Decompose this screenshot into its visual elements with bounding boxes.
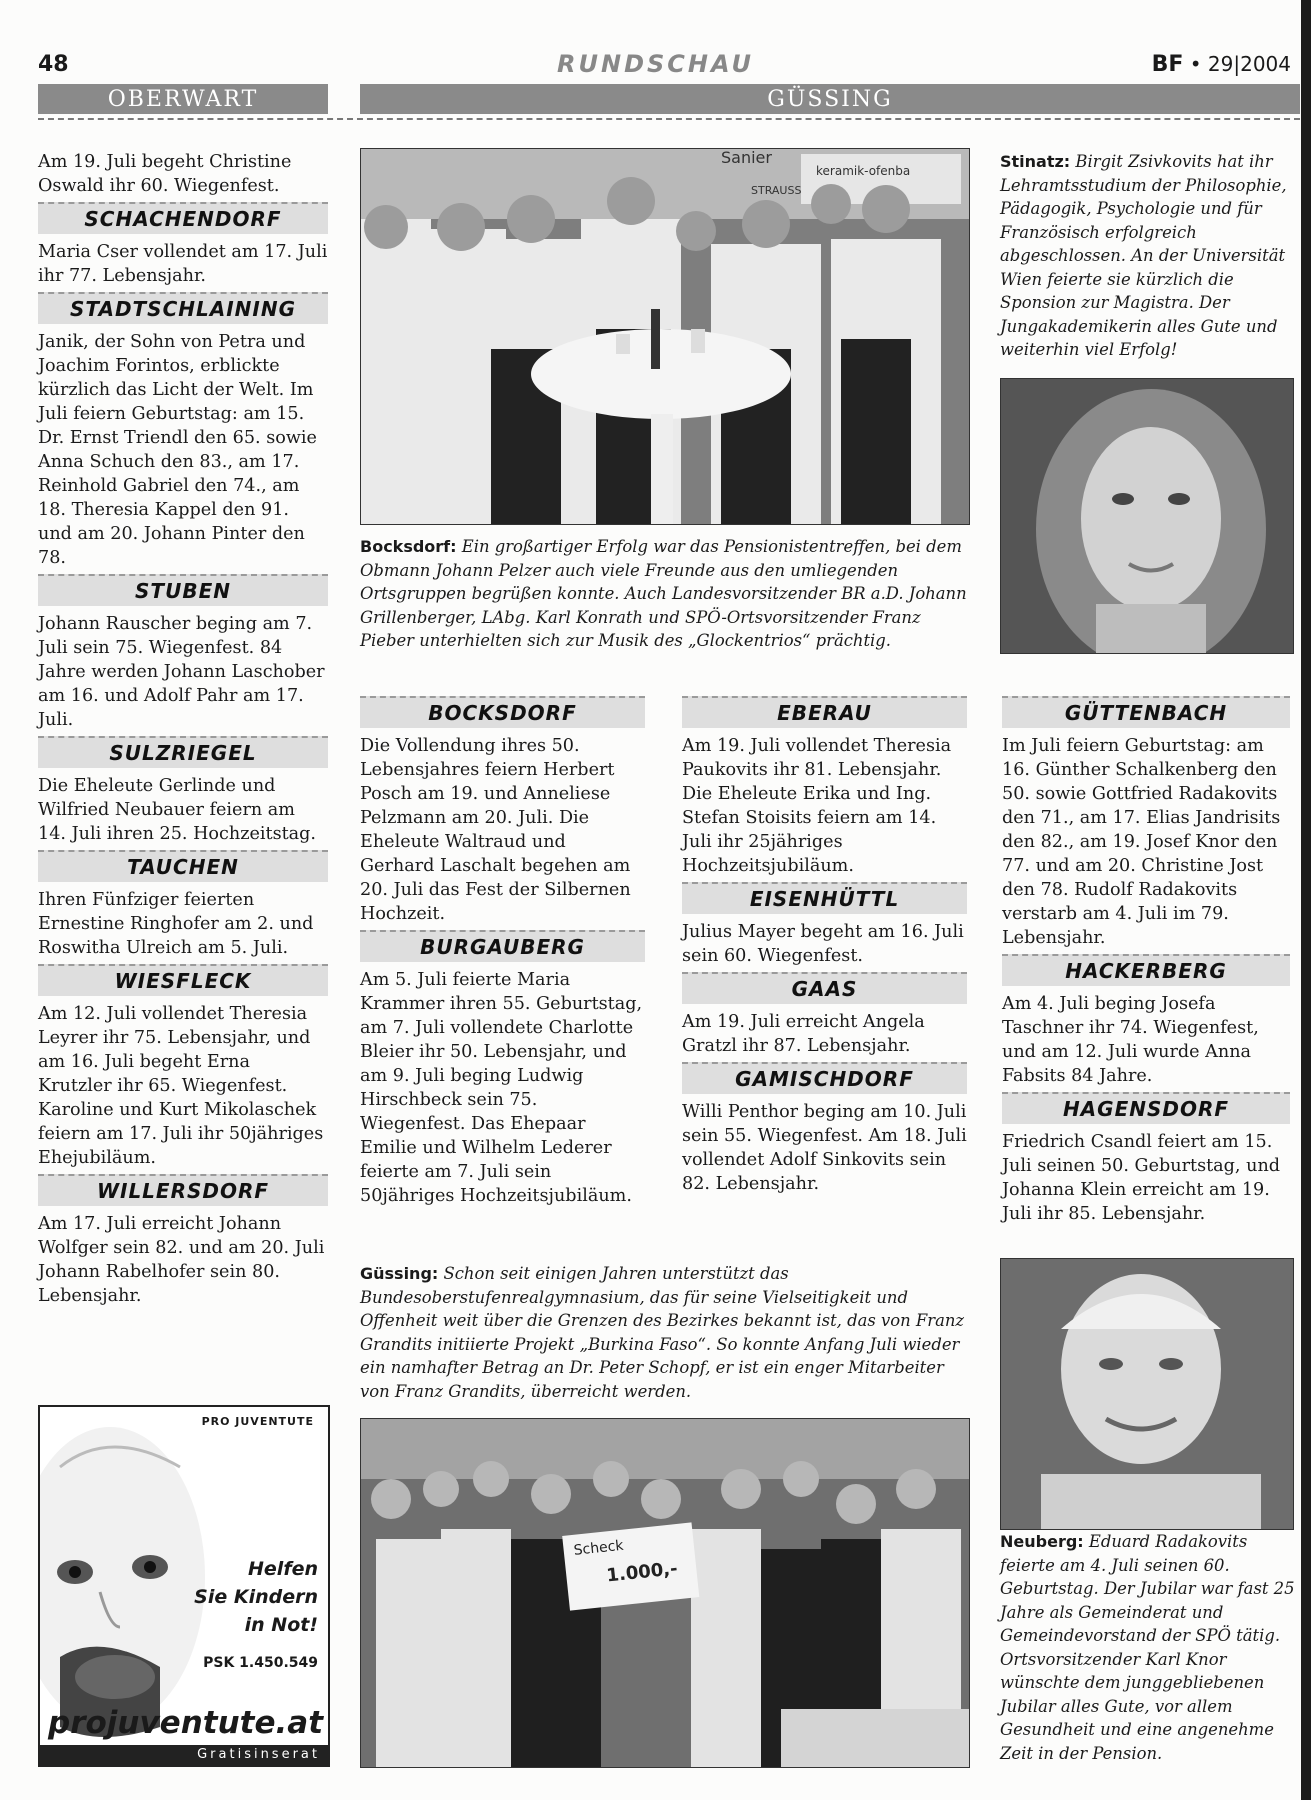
article-text: Die Eheleute Gerlinde und Wilfried Neubauer feiern am 14. Juli ihren 25. Hochzeitstag. xyxy=(38,776,317,844)
article-text: Julius Mayer begeht am 16. Juli sein 60. Wiegenfest. xyxy=(682,922,964,966)
caption-guessing xyxy=(360,1262,970,1403)
place-heading: EISENHÜTTL xyxy=(682,882,967,914)
place-heading: SCHACHENDORF xyxy=(38,202,328,234)
caption-text: Birgit Zsivkovits hat ihr Lehramtsstudium der Philosophie, Pädagogik, Psychologie und für Französisch erfolgreich abgeschlossen. An der Universität Wien feierte sie kürzlich die Sponsion zur Magistra. Der Jungakademikerin alles Gute und weiterhin viel Erfolg! xyxy=(1000,152,1287,359)
column-guettenbach-hagensdorf xyxy=(1002,696,1290,1226)
article-text: Ihren Fünfziger feierten Ernestine Ringhofer am 2. und Roswitha Ulreich am 5. Juli. xyxy=(38,890,314,958)
caption-bocksdorf xyxy=(360,535,970,653)
check-text: Scheck xyxy=(572,1537,625,1559)
ad-slogan-line: in Not! xyxy=(244,1614,318,1636)
place-heading: TAUCHEN xyxy=(38,850,328,882)
article-text: Friedrich Csandl feiert am 15. Juli seinen 50. Geburtstag, und Johanna Klein erreicht am 19. Juli ihr 85. Lebensjahr. xyxy=(1002,1132,1281,1224)
photo-neuberg-portrait xyxy=(1000,1258,1294,1530)
place-heading: WILLERSDORF xyxy=(38,1174,328,1206)
article-text: Die Vollendung ihres 50. Lebensjahres feiern Herbert Posch am 19. und Anneliese Pelzmann am 20. Juli. Die Eheleute Waltraud und Gerhard Laschalt begehen am 20. Juli das Fest der Silbernen Hochzeit. xyxy=(360,736,631,924)
caption-place: Güssing: xyxy=(360,1264,439,1283)
ad-slogan xyxy=(194,1555,318,1639)
article-text: Janik, der Sohn von Petra und Joachim Forintos, erblickte kürzlich das Licht der Welt. Im Juli feiern Geburtstag: am 15. Dr. Ernst Triendl den 65. sowie Anna Schuch den 83., am 17. Reinhold Gabriel den 74., am 18. Theresia Kappel den 91. und am 20. Johann Pinter den 78. xyxy=(38,332,317,568)
article-text: Johann Rauscher beging am 7. Juli sein 75. Wiegenfest. 84 Jahre werden Johann Laschober am 16. und Adolf Pahr am 17. Juli. xyxy=(38,614,325,730)
issue-info: BF • 29|2004 xyxy=(1151,52,1291,77)
section-band-oberwart: OBERWART xyxy=(38,84,328,114)
caption-neuberg xyxy=(1000,1530,1296,1765)
photo-stinatz-image xyxy=(1001,379,1293,653)
place-heading: WIESFLECK xyxy=(38,964,328,996)
column-eberau-gamischdorf xyxy=(682,696,967,1196)
article-text: Im Juli feiern Geburtstag: am 16. Günther Schalkenberg den 50. sowie Gottfried Radakovits den 71., am 17. Elias Jandrisits den 82., am 19. Josef Knor den 77. und am 20. Christine Jost den 78. Rudolf Radakovits verstarb am 4. Juli im 79. Lebensjahr. xyxy=(1002,736,1281,948)
column-bocksdorf-burgauberg xyxy=(360,696,645,1208)
caption-text: Ein großartiger Erfolg war das Pensionistentreffen, bei dem Obmann Johann Pelzer auch viele Freunde aus den umliegenden Ortsgruppen begrüßen konnte. Auch Landesvorsitzender BR a.D. Johann Grillenberger, LAbg. Karl Konrath und SPÖ-Ortsvorsitzender Franz Pieber unterhielten sich zur Musik des „Glockentrios“ prächtig. xyxy=(360,537,967,650)
photo-stinatz-portrait xyxy=(1000,378,1294,654)
place-heading: HACKERBERG xyxy=(1002,954,1290,986)
article-text: Am 19. Juli erreicht Angela Gratzl ihr 87. Lebensjahr. xyxy=(682,1012,925,1056)
article-text: Willi Penthor beging am 10. Juli sein 55. Wiegenfest. Am 18. Juli vollendet Adolf Sinkovits sein 82. Lebensjahr. xyxy=(682,1102,967,1194)
publication-short: BF xyxy=(1151,52,1184,77)
ad-slogan-line: Sie Kindern xyxy=(194,1586,318,1608)
article-text: Am 17. Juli erreicht Johann Wolfger sein 82. und am 20. Juli Johann Rabelhofer sein 80. Lebensjahr. xyxy=(38,1214,325,1306)
header-divider xyxy=(38,118,1300,120)
ad-url: projuventute.at xyxy=(48,1705,324,1741)
place-heading: GAAS xyxy=(682,972,967,1004)
article-text: Am 5. Juli feierte Maria Krammer ihren 55. Geburtstag, am 7. Juli vollendete Charlotte Bleier ihr 50. Lebensjahr, und am 9. Juli beging Ludwig Hirschbeck sein 75. Wiegenfest. Das Ehepaar Emilie und Wilhelm Lederer feierte am 7. Juli sein 50jähriges Hochzeitsjubiläum. xyxy=(360,970,643,1206)
place-heading: BOCKSDORF xyxy=(360,696,645,728)
page-number: 48 xyxy=(38,52,69,77)
place-heading: STADTSCHLAINING xyxy=(38,292,328,324)
ad-note: Gratisinserat xyxy=(40,1745,328,1765)
ad-account: PSK 1.450.549 xyxy=(203,1655,318,1671)
scan-edge xyxy=(1301,0,1311,1800)
caption-stinatz xyxy=(1000,150,1296,362)
masthead: RUNDSCHAU xyxy=(557,50,754,78)
column-oberwart xyxy=(38,150,328,1308)
place-heading: BURGAUBERG xyxy=(360,930,645,962)
check-amount: 1.000,- xyxy=(605,1558,679,1587)
banner-text: Sanier xyxy=(721,149,772,167)
issue-number: 29|2004 xyxy=(1207,52,1291,76)
section-band-guessing: GÜSSING xyxy=(360,84,1300,114)
caption-place: Bocksdorf: xyxy=(360,537,457,556)
place-heading: GÜTTENBACH xyxy=(1002,696,1290,728)
caption-text: Schon seit einigen Jahren unterstützt das Bundesoberstufenrealgymnasium, das für seine Vielseitigkeit und Offenheit weit über die Grenzen des Bezirkes bekannt ist, das von Franz Grandits initiierte Projekt „Burkina Faso“. So konnte Anfang Juli wieder ein namhafter Betrag an Dr. Peter Schopf, er ist ein enger Mitarbeiter von Franz Grandits, überreicht werden. xyxy=(360,1264,965,1401)
caption-place: Stinatz: xyxy=(1000,152,1071,171)
place-heading: GAMISCHDORF xyxy=(682,1062,967,1094)
photo-bocksdorf-image xyxy=(361,149,969,524)
photo-guessing-check xyxy=(360,1418,970,1768)
article-text: Am 19. Juli begeht Christine Oswald ihr 60. Wiegenfest. xyxy=(38,152,292,196)
article-text: Am 4. Juli beging Josefa Taschner ihr 74. Wiegenfest, und am 12. Juli wurde Anna Fabsits 84 Jahre. xyxy=(1002,994,1259,1086)
pro-juventute-ad xyxy=(38,1405,330,1767)
ad-slogan-line: Helfen xyxy=(248,1558,318,1580)
article-text: Maria Cser vollendet am 17. Juli ihr 77. Lebensjahr. xyxy=(38,242,328,286)
place-heading: EBERAU xyxy=(682,696,967,728)
place-heading: SULZRIEGEL xyxy=(38,736,328,768)
banner-text: STRAUSS xyxy=(751,184,802,197)
article-text: Am 12. Juli vollendet Theresia Leyrer ihr 75. Lebensjahr, und am 16. Juli begeht Erna Krutzler ihr 65. Wiegenfest. Karoline und Kurt Mikolaschek feiern am 17. Juli ihr 50jähriges Ehejubiläum. xyxy=(38,1004,324,1168)
banner-text: keramik-ofenba xyxy=(816,164,911,178)
photo-bocksdorf-group xyxy=(360,148,970,525)
photo-neuberg-image xyxy=(1001,1259,1293,1529)
caption-place: Neuberg: xyxy=(1000,1532,1084,1551)
place-heading: STUBEN xyxy=(38,574,328,606)
article-text: Am 19. Juli vollendet Theresia Paukovits ihr 81. Lebensjahr. Die Eheleute Erika und Ing. Stefan Stoisits feiern am 14. Juli ihr 25jähriges Hochzeitsjubiläum. xyxy=(682,736,952,876)
place-heading: HAGENSDORF xyxy=(1002,1092,1290,1124)
caption-text: Eduard Radakovits feierte am 4. Juli seinen 60. Geburtstag. Der Jubilar war fast 25 Jahre als Gemeinderat und Gemeindevorstand der SPÖ tätig. Ortsvorsitzender Karl Knor wünschte dem junggebliebenen Jubilar alles Gute, vor allem Gesundheit und eine angenehme Zeit in der Pension. xyxy=(1000,1532,1295,1763)
photo-guessing-image xyxy=(361,1419,969,1767)
ad-brand: PRO JUVENTUTE xyxy=(201,1415,314,1428)
